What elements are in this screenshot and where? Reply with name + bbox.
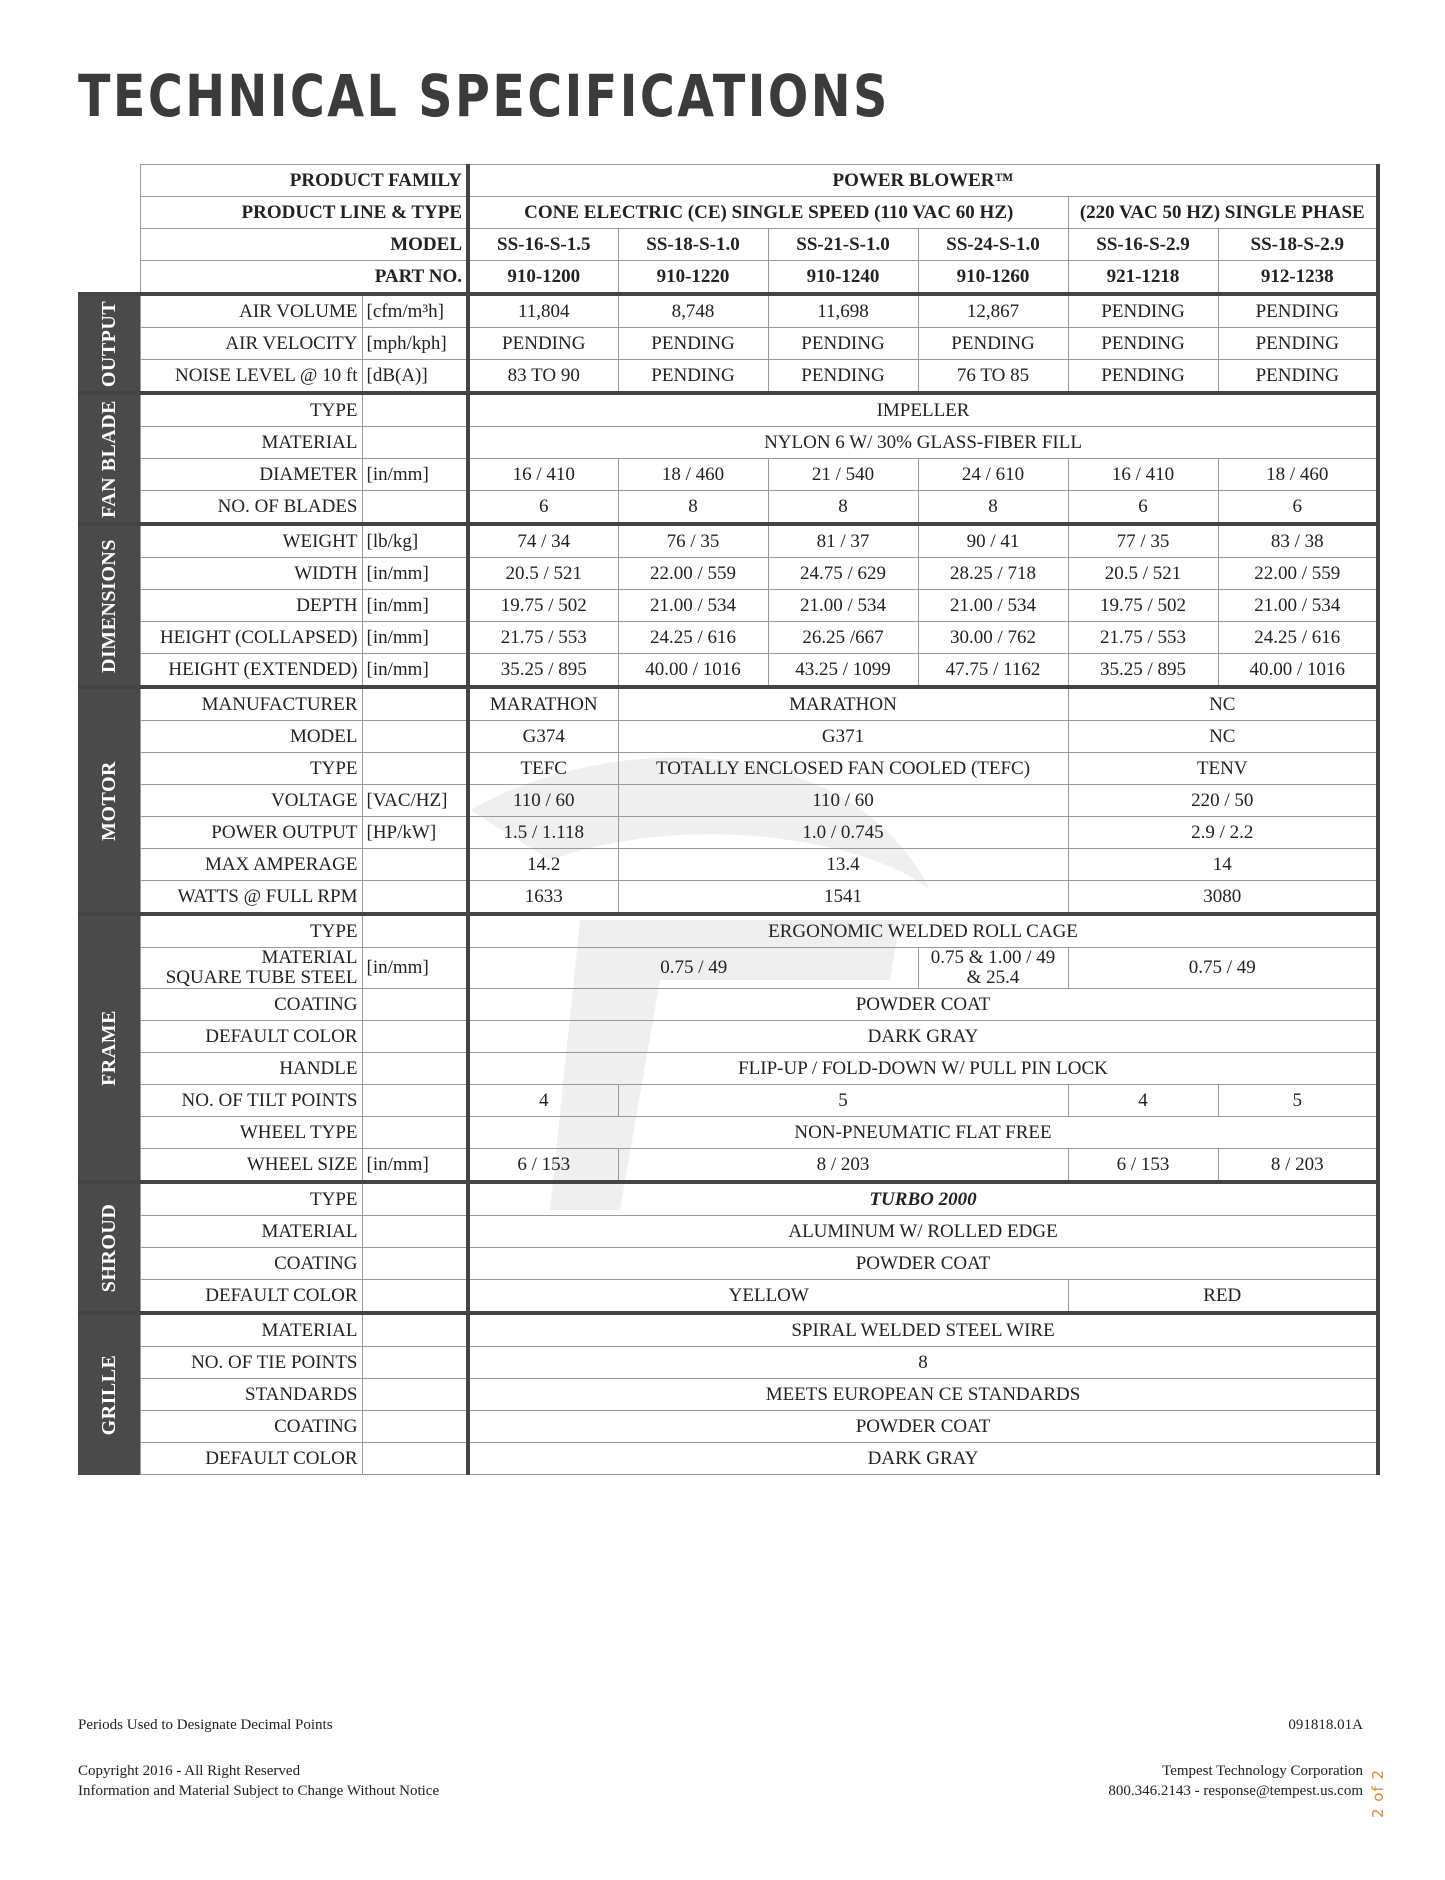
value-cell: 21.00 / 534: [618, 590, 768, 622]
row-unit: [in/mm]: [362, 948, 468, 989]
value-cell: MARATHON: [468, 687, 618, 721]
row-label: NOISE LEVEL @ 10 ft: [140, 360, 362, 394]
row-label-line: MATERIAL: [261, 947, 358, 968]
value-cell: 21.00 / 534: [1218, 590, 1378, 622]
value-cell: 21.00 / 534: [768, 590, 918, 622]
value-cell: 110 / 60: [468, 785, 618, 817]
value-cell: NYLON 6 W/ 30% GLASS-FIBER FILL: [468, 427, 1378, 459]
row-unit: [362, 914, 468, 948]
value-cell: 74 / 34: [468, 524, 618, 558]
value-cell: 21.75 / 553: [468, 622, 618, 654]
section-output: [78, 294, 140, 393]
row-unit: [VAC/HZ]: [362, 785, 468, 817]
part-number-cell: 921-1218: [1068, 261, 1218, 295]
row-unit: [362, 989, 468, 1021]
row-label: TYPE: [140, 1182, 362, 1216]
value-cell: PENDING: [1068, 360, 1218, 394]
row-unit: [362, 427, 468, 459]
shroud-type-value: TURBO 2000: [869, 1188, 977, 1210]
row-label: TYPE: [140, 393, 362, 427]
value-cell: 43.25 / 1099: [768, 654, 918, 688]
corner-blank: [78, 165, 140, 197]
value-cell: 8,748: [618, 294, 768, 328]
frame-wheel-size-row: [78, 1149, 1378, 1183]
value-cell: 12,867: [918, 294, 1068, 328]
product-family-value: POWER BLOWER™: [468, 165, 1378, 197]
grille-coating-row: [78, 1411, 1378, 1443]
part-number-cell: 910-1220: [618, 261, 768, 295]
row-label: MAX AMPERAGE: [140, 849, 362, 881]
value-cell: PENDING: [918, 328, 1068, 360]
row-label: DEFAULT COLOR: [140, 1443, 362, 1475]
corner-blank: [78, 261, 140, 295]
motor-watts-row: [78, 881, 1378, 915]
grille-color-row: [78, 1443, 1378, 1475]
row-label: DEFAULT COLOR: [140, 1021, 362, 1053]
motor-voltage-row: [78, 785, 1378, 817]
width-row: [78, 558, 1378, 590]
row-label: MANUFACTURER: [140, 687, 362, 721]
value-cell: PENDING: [468, 328, 618, 360]
value-cell: 220 / 50: [1068, 785, 1378, 817]
value-cell: DARK GRAY: [468, 1021, 1378, 1053]
value-cell: 4: [468, 1085, 618, 1117]
row-unit: [in/mm]: [362, 1149, 468, 1183]
row-label: NO. OF TIE POINTS: [140, 1347, 362, 1379]
value-cell: 6: [1218, 491, 1378, 525]
row-unit: [362, 393, 468, 427]
value-cell: 0.75 & 1.00 / 49 & 25.4: [918, 948, 1068, 989]
value-cell: 20.5 / 521: [468, 558, 618, 590]
value-cell: 24.75 / 629: [768, 558, 918, 590]
frame-color-row: [78, 1021, 1378, 1053]
motor-power-row: [78, 817, 1378, 849]
value-cell: 83 TO 90: [468, 360, 618, 394]
row-unit: [362, 1216, 468, 1248]
row-unit: [362, 1182, 468, 1216]
value-cell: 90 / 41: [918, 524, 1068, 558]
row-unit: [362, 1313, 468, 1347]
value-cell: ERGONOMIC WELDED ROLL CAGE: [468, 914, 1378, 948]
company-name: Tempest Technology Corporation: [1162, 1763, 1363, 1779]
frame-coating-row: [78, 989, 1378, 1021]
row-unit: [in/mm]: [362, 590, 468, 622]
row-unit: [362, 491, 468, 525]
shroud-coating-row: [78, 1248, 1378, 1280]
row-unit: [cfm/m³h]: [362, 294, 468, 328]
value-cell: 6 / 153: [1068, 1149, 1218, 1183]
frame-handle-row: [78, 1053, 1378, 1085]
value-cell: POWDER COAT: [468, 1248, 1378, 1280]
value-cell: PENDING: [1218, 360, 1378, 394]
value-cell: DARK GRAY: [468, 1443, 1378, 1475]
weight-row: [78, 524, 1378, 558]
shroud-color-row: [78, 1280, 1378, 1314]
value-cell: 21.75 / 553: [1068, 622, 1218, 654]
frame-wheel-type-row: [78, 1117, 1378, 1149]
section-label: MOTOR: [97, 760, 120, 841]
value-cell: SPIRAL WELDED STEEL WIRE: [468, 1313, 1378, 1347]
product-line-value: CONE ELECTRIC (CE) SINGLE SPEED (110 VAC 60 HZ): [468, 197, 1068, 229]
row-label: DEPTH: [140, 590, 362, 622]
row-unit: [362, 1379, 468, 1411]
contact-info: 800.346.2143 - response@tempest.us.com: [1108, 1783, 1363, 1799]
row-label: VOLTAGE: [140, 785, 362, 817]
value-cell: NON-PNEUMATIC FLAT FREE: [468, 1117, 1378, 1149]
row-label: NO. OF BLADES: [140, 491, 362, 525]
section-motor: [78, 687, 140, 914]
row-label: HEIGHT (COLLAPSED): [140, 622, 362, 654]
row-unit: [362, 721, 468, 753]
value-cell: 35.25 / 895: [468, 654, 618, 688]
value-cell: 24 / 610: [918, 459, 1068, 491]
model-cell: SS-24-S-1.0: [918, 229, 1068, 261]
motor-manufacturer-row: [78, 687, 1378, 721]
value-cell: 8 / 203: [618, 1149, 1068, 1183]
row-unit: [362, 849, 468, 881]
notice-text: Information and Material Subject to Change Without Notice: [78, 1783, 440, 1799]
value-cell: PENDING: [768, 360, 918, 394]
product-line-value: (220 VAC 50 HZ) SINGLE PHASE: [1068, 197, 1378, 229]
value-cell: 26.25 /667: [768, 622, 918, 654]
value-cell: 1.0 / 0.745: [618, 817, 1068, 849]
model-cell: SS-21-S-1.0: [768, 229, 918, 261]
motor-amperage-row: [78, 849, 1378, 881]
model-cell: SS-16-S-1.5: [468, 229, 618, 261]
noise-level-row: [78, 360, 1378, 394]
product-family-row: [78, 165, 1378, 197]
specifications-table: [78, 164, 1380, 1475]
row-unit: [362, 1021, 468, 1053]
value-cell: 47.75 / 1162: [918, 654, 1068, 688]
row-label: DIAMETER: [140, 459, 362, 491]
shroud-material-row: [78, 1216, 1378, 1248]
row-unit: [in/mm]: [362, 459, 468, 491]
row-unit: [362, 1248, 468, 1280]
section-fan-blade: [78, 393, 140, 524]
fan-diameter-row: [78, 459, 1378, 491]
fan-type-row: [78, 393, 1378, 427]
value-cell: 8 / 203: [1218, 1149, 1378, 1183]
corner-blank: [78, 197, 140, 229]
row-unit: [lb/kg]: [362, 524, 468, 558]
value-cell: 16 / 410: [1068, 459, 1218, 491]
row-label: AIR VOLUME: [140, 294, 362, 328]
page-number: 2 of 2: [1369, 1768, 1387, 1818]
value-cell: 16 / 410: [468, 459, 618, 491]
value-cell: PENDING: [618, 328, 768, 360]
value-cell: 2.9 / 2.2: [1068, 817, 1378, 849]
row-unit: [dB(A)]: [362, 360, 468, 394]
value-cell: 20.5 / 521: [1068, 558, 1218, 590]
value-cell: 35.25 / 895: [1068, 654, 1218, 688]
value-cell: PENDING: [1218, 294, 1378, 328]
value-cell: 1.5 / 1.118: [468, 817, 618, 849]
row-unit: [362, 1443, 468, 1475]
value-cell: POWDER COAT: [468, 1411, 1378, 1443]
part-number-cell: 910-1240: [768, 261, 918, 295]
value-cell: MARATHON: [618, 687, 1068, 721]
value-cell: 1541: [618, 881, 1068, 915]
value-cell: 11,804: [468, 294, 618, 328]
model-label: MODEL: [140, 229, 468, 261]
value-cell: 13.4: [618, 849, 1068, 881]
value-cell: 8: [468, 1347, 1378, 1379]
corner-blank: [78, 229, 140, 261]
part-number-cell: 912-1238: [1218, 261, 1378, 295]
value-cell: MEETS EUROPEAN CE STANDARDS: [468, 1379, 1378, 1411]
value-cell: 110 / 60: [618, 785, 1068, 817]
document-code: 091818.01A: [1288, 1717, 1363, 1733]
frame-material-row: [78, 948, 1378, 989]
grille-standards-row: [78, 1379, 1378, 1411]
row-label: MATERIAL: [140, 1216, 362, 1248]
value-cell: 8: [618, 491, 768, 525]
value-cell: 76 TO 85: [918, 360, 1068, 394]
value-cell: 5: [1218, 1085, 1378, 1117]
row-unit: [362, 1085, 468, 1117]
row-label: TYPE: [140, 914, 362, 948]
row-label: MATERIAL: [140, 427, 362, 459]
value-cell: 22.00 / 559: [618, 558, 768, 590]
part-number-cell: 910-1200: [468, 261, 618, 295]
value-cell: 6: [468, 491, 618, 525]
row-label: WHEEL SIZE: [140, 1149, 362, 1183]
value-cell: IMPELLER: [468, 393, 1378, 427]
section-label: OUTPUT: [97, 300, 120, 387]
value-cell: G371: [618, 721, 1068, 753]
value-cell: 5: [618, 1085, 1068, 1117]
row-label: WHEEL TYPE: [140, 1117, 362, 1149]
row-label: [140, 948, 362, 989]
value-cell: 3080: [1068, 881, 1378, 915]
product-line-row: [78, 197, 1378, 229]
value-cell: 40.00 / 1016: [1218, 654, 1378, 688]
grille-material-row: [78, 1313, 1378, 1347]
row-label: POWER OUTPUT: [140, 817, 362, 849]
value-cell: TOTALLY ENCLOSED FAN COOLED (TEFC): [618, 753, 1068, 785]
value-cell: FLIP-UP / FOLD-DOWN W/ PULL PIN LOCK: [468, 1053, 1378, 1085]
value-cell: 11,698: [768, 294, 918, 328]
product-family-label: PRODUCT FAMILY: [140, 165, 468, 197]
value-cell: 21 / 540: [768, 459, 918, 491]
value-cell: 14: [1068, 849, 1378, 881]
value-cell: PENDING: [618, 360, 768, 394]
value-cell: TEFC: [468, 753, 618, 785]
value-cell: 1633: [468, 881, 618, 915]
row-label: WIDTH: [140, 558, 362, 590]
value-cell: POWDER COAT: [468, 989, 1378, 1021]
section-label: GRILLE: [97, 1354, 120, 1436]
motor-model-row: [78, 721, 1378, 753]
model-cell: SS-18-S-2.9: [1218, 229, 1378, 261]
value-cell: 19.75 / 502: [468, 590, 618, 622]
row-label: AIR VELOCITY: [140, 328, 362, 360]
value-cell: 30.00 / 762: [918, 622, 1068, 654]
row-label: WEIGHT: [140, 524, 362, 558]
value-cell: NC: [1068, 687, 1378, 721]
row-label: NO. OF TILT POINTS: [140, 1085, 362, 1117]
part-number-row: [78, 261, 1378, 295]
row-unit: [in/mm]: [362, 622, 468, 654]
row-label-line: SQUARE TUBE STEEL: [165, 967, 358, 988]
row-label: MATERIAL: [140, 1313, 362, 1347]
row-unit: [mph/kph]: [362, 328, 468, 360]
shroud-type-row: [78, 1182, 1378, 1216]
row-label: DEFAULT COLOR: [140, 1280, 362, 1314]
row-label: TYPE: [140, 753, 362, 785]
row-unit: [362, 1117, 468, 1149]
frame-type-row: [78, 914, 1378, 948]
row-unit: [362, 1411, 468, 1443]
section-label: FRAME: [97, 1010, 120, 1086]
depth-row: [78, 590, 1378, 622]
value-cell: PENDING: [768, 328, 918, 360]
row-label: STANDARDS: [140, 1379, 362, 1411]
value-cell: 40.00 / 1016: [618, 654, 768, 688]
section-label: FAN BLADE: [97, 399, 120, 518]
value-cell: 24.25 / 616: [1218, 622, 1378, 654]
value-cell: 0.75 / 49: [1068, 948, 1378, 989]
frame-tilt-row: [78, 1085, 1378, 1117]
grille-tie-row: [78, 1347, 1378, 1379]
section-grille: [78, 1313, 140, 1475]
row-unit: [in/mm]: [362, 654, 468, 688]
model-cell: SS-18-S-1.0: [618, 229, 768, 261]
row-unit: [362, 687, 468, 721]
section-label: DIMENSIONS: [97, 538, 120, 673]
copyright-text: Copyright 2016 - All Right Reserved: [78, 1763, 301, 1779]
page-title: TECHNICAL SPECIFICATIONS: [78, 62, 890, 130]
section-dimensions: [78, 524, 140, 687]
value-cell: 14.2: [468, 849, 618, 881]
value-cell: TENV: [1068, 753, 1378, 785]
row-label: HEIGHT (EXTENDED): [140, 654, 362, 688]
value-cell: 6 / 153: [468, 1149, 618, 1183]
row-unit: [HP/kW]: [362, 817, 468, 849]
value-cell: ALUMINUM W/ ROLLED EDGE: [468, 1216, 1378, 1248]
value-cell: 22.00 / 559: [1218, 558, 1378, 590]
value-cell: 18 / 460: [618, 459, 768, 491]
value-cell: 8: [768, 491, 918, 525]
row-unit: [362, 753, 468, 785]
value-cell: 4: [1068, 1085, 1218, 1117]
row-unit: [362, 1347, 468, 1379]
model-row: [78, 229, 1378, 261]
air-velocity-row: [78, 328, 1378, 360]
decimal-note: Periods Used to Designate Decimal Points: [78, 1717, 333, 1733]
value-cell: NC: [1068, 721, 1378, 753]
row-unit: [362, 1280, 468, 1314]
value-cell: 83 / 38: [1218, 524, 1378, 558]
value-cell: 24.25 / 616: [618, 622, 768, 654]
motor-type-row: [78, 753, 1378, 785]
value-cell: 77 / 35: [1068, 524, 1218, 558]
value-cell: PENDING: [1218, 328, 1378, 360]
value-cell: PENDING: [1068, 328, 1218, 360]
air-volume-row: [78, 294, 1378, 328]
height-extended-row: [78, 654, 1378, 688]
fan-blades-row: [78, 491, 1378, 525]
value-cell: 21.00 / 534: [918, 590, 1068, 622]
row-unit: [in/mm]: [362, 558, 468, 590]
row-unit: [362, 881, 468, 915]
value-cell: 6: [1068, 491, 1218, 525]
value-cell: G374: [468, 721, 618, 753]
row-label: COATING: [140, 1248, 362, 1280]
value-cell: 19.75 / 502: [1068, 590, 1218, 622]
section-shroud: [78, 1182, 140, 1313]
height-collapsed-row: [78, 622, 1378, 654]
row-label: COATING: [140, 1411, 362, 1443]
row-label: COATING: [140, 989, 362, 1021]
value-cell: 28.25 / 718: [918, 558, 1068, 590]
value-cell: [468, 1182, 1378, 1216]
row-label: HANDLE: [140, 1053, 362, 1085]
section-frame: [78, 914, 140, 1182]
value-cell: 18 / 460: [1218, 459, 1378, 491]
row-label: MODEL: [140, 721, 362, 753]
row-label: WATTS @ FULL RPM: [140, 881, 362, 915]
part-number-label: PART NO.: [140, 261, 468, 295]
value-cell: RED: [1068, 1280, 1378, 1314]
value-cell: 76 / 35: [618, 524, 768, 558]
fan-material-row: [78, 427, 1378, 459]
product-line-label: PRODUCT LINE & TYPE: [140, 197, 468, 229]
model-cell: SS-16-S-2.9: [1068, 229, 1218, 261]
value-cell: YELLOW: [468, 1280, 1068, 1314]
row-unit: [362, 1053, 468, 1085]
part-number-cell: 910-1260: [918, 261, 1068, 295]
value-cell: 0.75 / 49: [468, 948, 918, 989]
section-label: SHROUD: [97, 1203, 120, 1292]
value-cell: 8: [918, 491, 1068, 525]
value-cell: PENDING: [1068, 294, 1218, 328]
value-cell: 81 / 37: [768, 524, 918, 558]
